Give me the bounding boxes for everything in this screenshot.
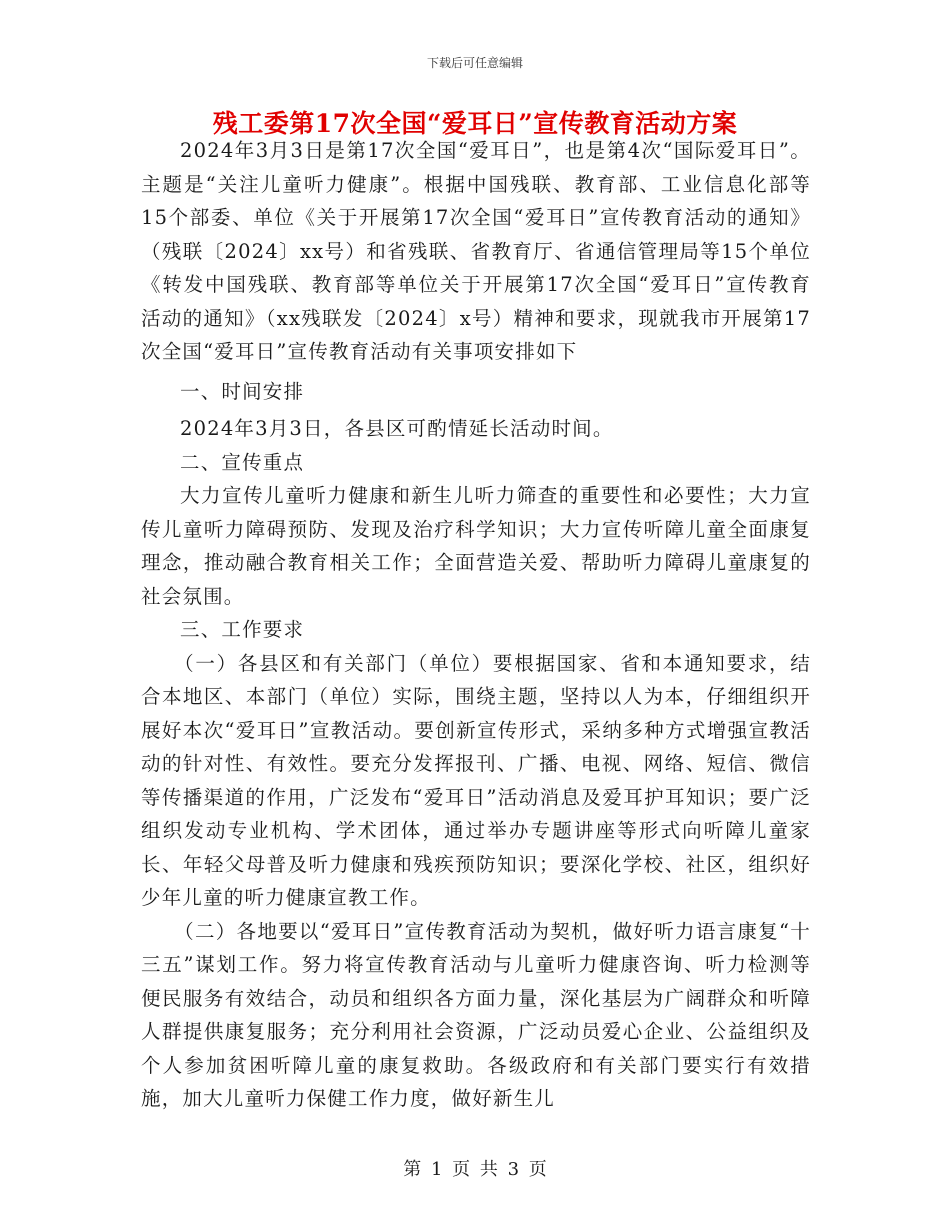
focus-paragraph: 大力宣传儿童听力健康和新生儿听力筛查的重要性和必要性；大力宣传儿童听力障碍预防、发现及治疗科学知识；大力宣传听障儿童全面康复理念，推动融合教育相关工作；全面营造关爱、帮助听力障碍儿童康复的社会氛围。 — [141, 484, 811, 608]
section-heading-focus: 二、宣传重点 — [180, 450, 305, 474]
page-header: 下载后可任意编辑 — [426, 56, 523, 70]
requirement-paragraph-2: （二）各地要以“爱耳日”宣传教育活动为契机，做好听力语言康复“十三五”谋划工作。努力将宣传教育活动与儿童听力健康咨询、听力检测等便民服务有效结合，动员和组织各方面力量，深化基层为广阔群众和听障人群提供康复服务；充分利用社会资源，广泛动员爱心企业、公益组织及个人参加贫困听障儿童的康复救助。各级政府和有关部门要实行有效措施，加大儿童听力保健工作力度，做好新生儿 — [141, 919, 811, 1110]
schedule-paragraph: 2024年3月3日，各县区可酌情延长活动时间。 — [180, 417, 614, 440]
document-title: 残工委第17次全国“爱耳日”宣传教育活动方案 — [212, 109, 738, 138]
requirement-paragraph-1: （一）各县区和有关部门（单位）要根据国家、省和本通知要求，结合本地区、本部门（单位）实际，围绕主题，坚持以人为本，仔细组织开展好本次“爱耳日”宣教活动。要创新宣传形式，采纳多种方式增强宣教活动的针对性、有效性。要充分发挥报刊、广播、电视、网络、短信、微信等传播渠道的作用，广泛发布“爱耳日”活动消息及爱耳护耳知识；要广泛组织发动专业机构、学术团体，通过举办专题讲座等形式向听障儿童家长、年轻父母普及听力健康和残疾预防知识；要深化学校、社区，组织好少年儿童的听力健康宣教工作。 — [141, 651, 811, 909]
section-heading-schedule: 一、时间安排 — [180, 379, 305, 403]
document-body — [141, 134, 811, 1116]
intro-paragraph: 2024年3月3日是第17次全国“爱耳日”，也是第4次“国际爱耳日”。主题是“关注儿童听力健康”。根据中国残联、教育部、工业信息化部等15个部委、单位《关于开展第17次全国“爱耳日”宣传教育活动的通知》（残联〔2024〕xx号）和省残联、省教育厅、省通信管理局等15个单位《转发中国残联、教育部等单位关于开展第17次全国“爱耳日”宣传教育活动的通知》（xx残联发〔2024〕x号）精神和要求，现就我市开展第17次全国“爱耳日”宣传教育活动有关事项安排如下 — [141, 139, 811, 363]
page-footer: 第 1 页 共 3 页 — [403, 1159, 547, 1180]
section-heading-requirements: 三、工作要求 — [180, 618, 305, 641]
